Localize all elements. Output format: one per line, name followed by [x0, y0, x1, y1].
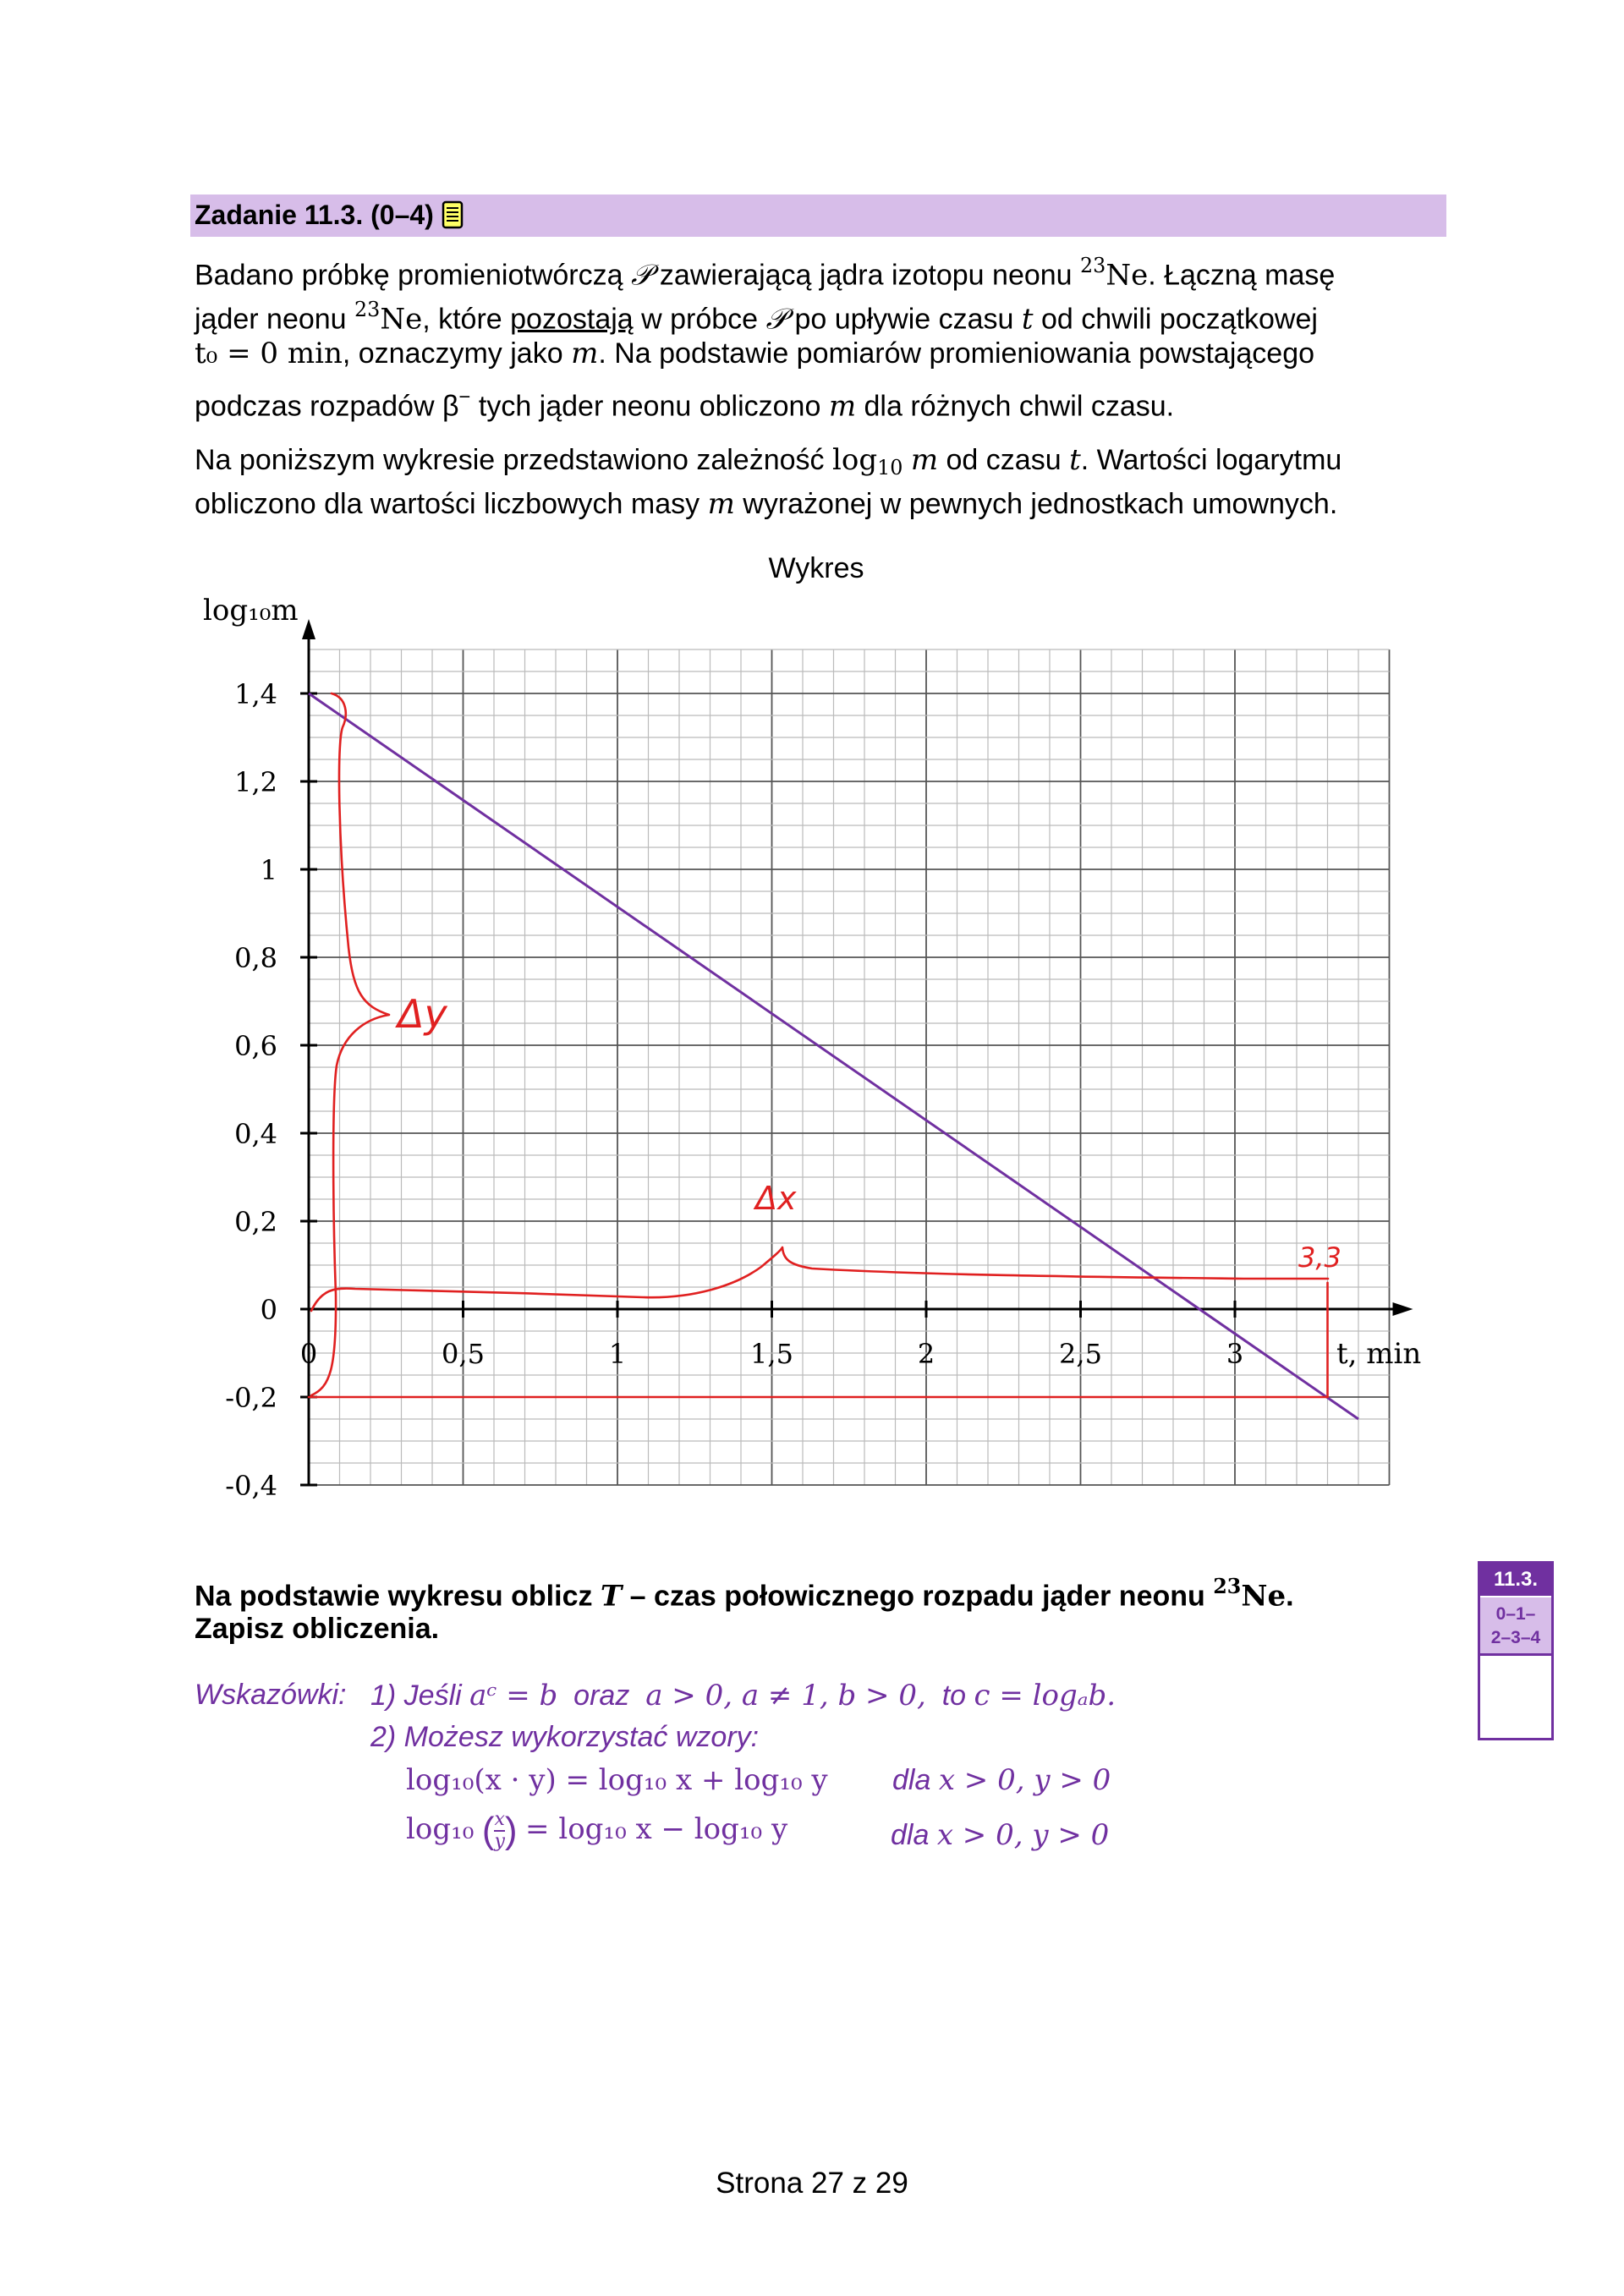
task-title: Zadanie 11.3. (0–4)	[195, 200, 464, 231]
y-tick-label: 1,4	[234, 678, 277, 710]
y-tick-label: 0,6	[234, 1030, 277, 1062]
intro-line-4: podczas rozpadów β− tych jąder neonu obliczono m dla różnych chwil czasu.	[195, 386, 1175, 424]
x-tick-label: 2,5	[1059, 1338, 1102, 1370]
intro-line-2: jąder neonu $^{23}$Ne, które pozostają w próbce 𝒫 po upływie czasu t od chwili początkowej	[195, 298, 1318, 337]
x-tick-label: 1,5	[750, 1338, 793, 1370]
annotation-dx: Δx	[755, 1180, 797, 1217]
y-tick-label: 1,2	[234, 766, 277, 798]
y-tick-label: 0,2	[234, 1206, 277, 1238]
y-tick-label: 0,4	[234, 1118, 277, 1150]
intro-line-3: t₀ = 0 min, oznaczymy jako m. Na podstawie pomiarów promieniowania powstającego	[195, 337, 1315, 370]
annotation-x-value: 3,3	[1298, 1241, 1341, 1274]
x-axis-arrow	[1393, 1302, 1413, 1316]
x-axis-label: t, min	[1336, 1337, 1422, 1371]
y-tick-label: 0,8	[234, 942, 277, 974]
score-input-cell[interactable]	[1480, 1656, 1551, 1738]
desc-line-2: obliczono dla wartości liczbowych masy m wyrażonej w pewnych jednostkach umownych.	[195, 487, 1338, 521]
x-tick-label: 3	[1226, 1338, 1244, 1370]
y-tick-label: 0	[260, 1294, 277, 1326]
annotation-dy: Δy	[398, 991, 447, 1037]
x-tick-label: 2	[917, 1338, 935, 1370]
chart-title: Wykres	[768, 552, 864, 584]
chart-ticks	[203, 552, 1421, 1502]
y-tick-label: 1	[260, 854, 277, 886]
y-tick-label: -0,4	[225, 1470, 277, 1502]
question-line-2: Zapisz obliczenia.	[195, 1613, 440, 1645]
formula-2-cond: dla x > 0, y > 0	[891, 1818, 1110, 1852]
score-id: 11.3.	[1480, 1564, 1551, 1596]
x-tick-label: 0,5	[442, 1338, 485, 1370]
intro-line-1: Badano próbkę promieniotwórczą 𝒫 zawierającą jądra izotopu neonu $^{23}$Ne. Łączną masę	[195, 254, 1336, 293]
hint-1: 1) Jeśli aᶜ = b oraz a > 0, a ≠ 1, b > 0, to c = logₐb.	[370, 1679, 1116, 1712]
y-axis-label: log₁₀m	[203, 594, 299, 627]
formula-2: log₁₀ ( $\frac{x}{y}$ ) = log₁₀ x − log₁₀ y	[406, 1809, 788, 1852]
hint-2: 2) Możesz wykorzystać wzory:	[370, 1721, 760, 1753]
x-tick-label: 1	[608, 1338, 627, 1370]
formula-1-cond: dla x > 0, y > 0	[892, 1763, 1111, 1797]
score-points: 0–1– 2–3–4	[1480, 1597, 1551, 1653]
desc-line-1: Na poniższym wykresie przedstawiono zależność $\log_{10} m$ od czasu t. Wartości logarytmu	[195, 443, 1342, 479]
page-number: Strona 27 z 29	[716, 2167, 908, 2200]
formula-1: log₁₀(x · y) = log₁₀ x + log₁₀ y	[406, 1763, 828, 1797]
question-line-1: Na podstawie wykresu oblicz T – czas połowicznego rozpadu jąder neonu $^{23}$Ne.	[195, 1575, 1294, 1614]
y-tick-label: -0,2	[225, 1382, 277, 1414]
y-axis-arrow	[302, 619, 315, 639]
hints-label: Wskazówki:	[195, 1679, 347, 1711]
x-tick-label: 0	[299, 1338, 318, 1370]
